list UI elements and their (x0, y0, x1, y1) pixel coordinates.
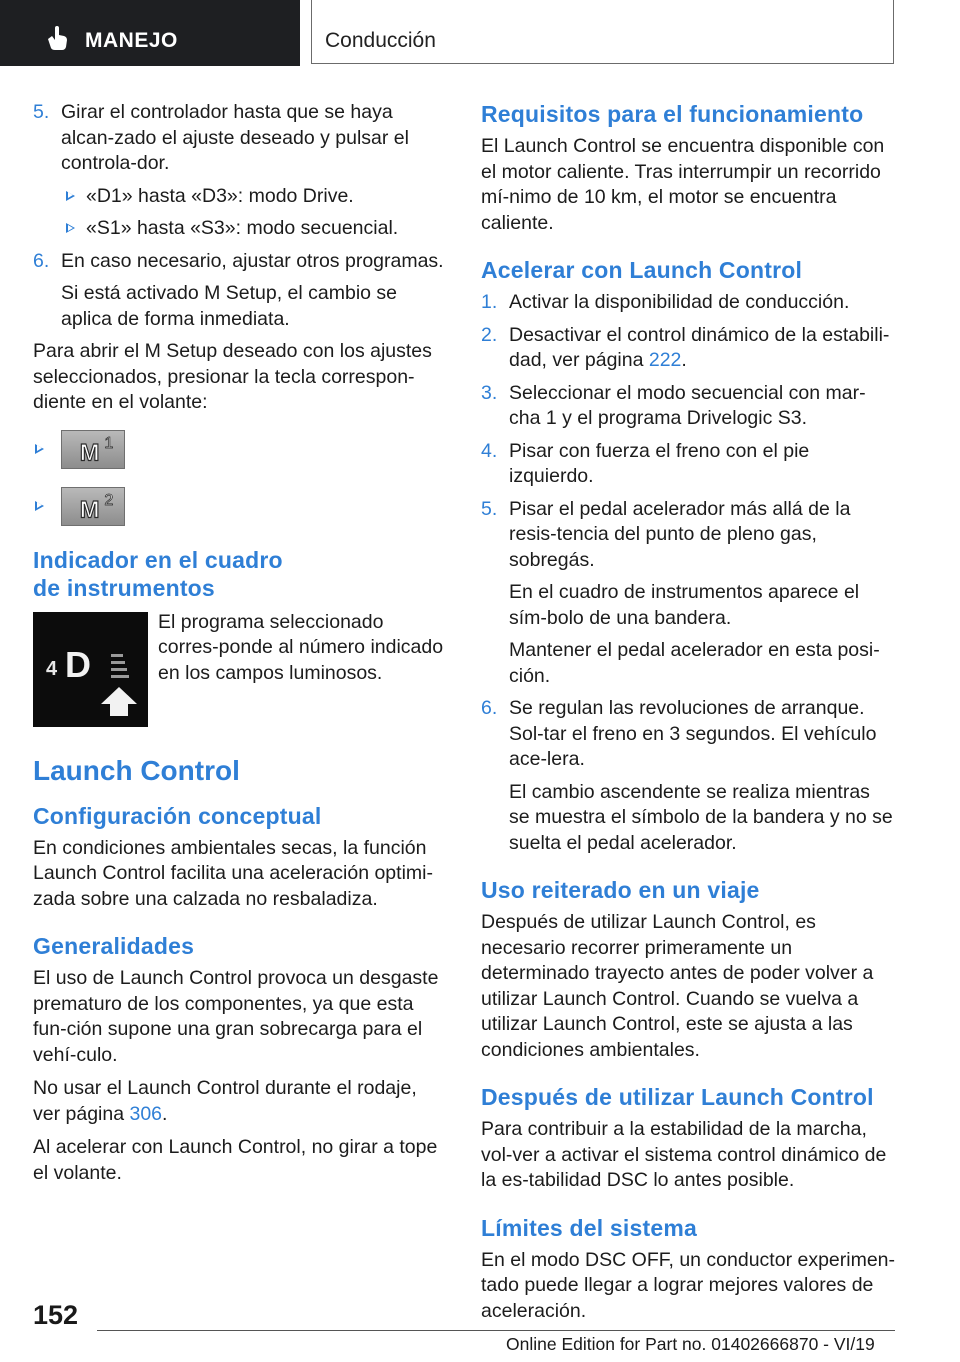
triangle-bullet-icon (66, 223, 75, 233)
m-letter: M (79, 496, 100, 523)
bullet-text: «D1» hasta «D3»: modo Drive. (86, 184, 354, 207)
list-text: Pisar con fuerza el freno con el pie izquierdo. (509, 439, 810, 487)
requirements-text: El Launch Control se encuentra disponible con el motor caliente. Tras interrumpir un recorrido mí-nimo de 10 km, el motor se encuentra caliente. (481, 135, 885, 234)
m-letter: M (79, 439, 100, 466)
paragraph-text: No usar el Launch Control durante el rodaje, ver página (33, 1077, 417, 1125)
hand-icon (44, 25, 70, 51)
m-number: 2 (104, 490, 114, 509)
step-4 (481, 439, 895, 490)
m1-bullet (33, 430, 445, 471)
page-number: 152 (33, 1300, 79, 1330)
accelerate-heading: Acelerar con Launch Control (481, 257, 803, 283)
requirements-heading: Requisitos para el funcionamiento (481, 101, 864, 127)
step-5 (481, 497, 895, 690)
page-link-306[interactable]: 306 (129, 1102, 163, 1125)
msetup-paragraph: Para abrir el M Setup deseado con los ajustes seleccionados, presionar la tecla correspon-diente en el volante: (33, 340, 432, 413)
m-number: 1 (104, 433, 114, 452)
triangle-bullet-icon (35, 501, 44, 511)
general-paragraph-3: Al acelerar con Launch Control, no girar a tope el volante. (33, 1136, 438, 1184)
bullet-item (33, 184, 445, 210)
list-text: Pisar el pedal acelerador más allá de la resis-tencia del punto de pleno gas, sobregás. (509, 497, 851, 571)
triangle-bullet-icon (66, 191, 75, 201)
paragraph-text: . (162, 1102, 168, 1125)
concept-text: En condiciones ambientales secas, la función Launch Control facilita una aceleración optimi-zada sobre una calzada no resbaladiza. (33, 836, 433, 910)
section-label: MANEJO (85, 29, 178, 52)
list-text: . (681, 349, 687, 371)
list-subtext: Si está activado M Setup, el cambio se aplica de forma inmediata. (61, 282, 398, 330)
list-number: 6. (481, 697, 498, 719)
general-heading: Generalidades (33, 933, 195, 959)
list-item-5 (33, 100, 445, 177)
list-item-6 (33, 249, 445, 333)
concept-heading: Configuración conceptual (33, 802, 322, 829)
list-subtext: El cambio ascendente se realiza mientras se muestra el símbolo de la bandera y no se suelta el pedal acelerador. (509, 780, 893, 854)
launch-control-heading: Launch Control (33, 754, 240, 786)
bullet-item (33, 216, 445, 242)
repeat-text: Después de utilizar Launch Control, es necesario recorrer primeramente un determinado trayecto antes de poder volver a utilizar Launch Control. Cuando se vuelva a utilizar Launch Control, este se ajusta a las condiciones ambientales. (481, 911, 874, 1061)
chapter-title: Conducción (325, 29, 436, 52)
m2-bullet (33, 487, 445, 528)
list-text: Seleccionar el modo secuencial con mar-cha 1 y el programa Drivelogic S3. (509, 381, 866, 429)
list-number: 3. (481, 381, 498, 404)
list-number: 2. (481, 323, 498, 346)
bullet-text: «S1» hasta «S3»: modo secuencial. (86, 217, 399, 239)
edition-note: Online Edition for Part no. 01402666870 - VI/19 (506, 1334, 875, 1354)
triangle-bullet-icon (35, 444, 44, 454)
list-subtext: En el cuadro de instrumentos aparece el sím-bolo de una bandera. (509, 581, 860, 629)
list-text: Girar el controlador hasta que se haya alcan-zado el ajuste deseado y pulsar el controla-dor. (61, 101, 409, 174)
limits-heading: Límites del sistema (481, 1214, 697, 1241)
list-number: 1. (481, 291, 498, 313)
page-link-222[interactable]: 222 (648, 349, 682, 371)
list-number: 6. (33, 249, 50, 272)
m2-button-icon (61, 487, 125, 526)
gear-indicator-image (33, 612, 148, 727)
general-paragraph-1: El uso de Launch Control provoca un desgaste prematuro de los componentes, ya que esta fun-ción supone una gran sobrecarga para el vehí-culo. (33, 967, 439, 1066)
list-text: En caso necesario, ajustar otros programas. (61, 249, 444, 272)
step-6 (481, 696, 895, 856)
indicator-text: El programa seleccionado corres-ponde al número indicado en los campos luminosos. (158, 610, 444, 684)
indicator-number: 4 (46, 657, 58, 680)
after-text: Para contribuir a la estabilidad de la marcha, vol-ver a activar el sistema control dinámico de la es-tabilidad DSC lo antes posible. (481, 1118, 887, 1191)
list-text: Desactivar el control dinámico de la estabili-dad, ver página (509, 323, 890, 371)
section-tab (0, 0, 300, 66)
step-1 (481, 290, 895, 316)
list-number: 4. (481, 439, 498, 462)
indicator-letter: D (65, 643, 91, 685)
repeat-heading: Uso reiterado en un viaje (481, 877, 760, 903)
step-2 (481, 323, 895, 374)
list-subtext: Mantener el pedal acelerador en esta posi-ción. (509, 639, 880, 687)
indicator-heading: Indicador en el cuadro de instrumentos (33, 546, 283, 601)
left-column (33, 100, 445, 1194)
list-text: Activar la disponibilidad de conducción. (509, 291, 850, 313)
list-text: Se regulan las revoluciones de arranque. Sol-tar el freno en 3 segundos. El vehículo ace-lera. (509, 697, 877, 770)
m1-button-icon (61, 430, 125, 469)
limits-text: En el modo DSC OFF, un conductor experimen-tado puede llegar a lograr mejores valores de aceleración. (481, 1248, 896, 1322)
after-heading: Después de utilizar Launch Control (481, 1084, 874, 1110)
general-paragraph-2 (33, 1076, 445, 1127)
step-3 (481, 381, 895, 432)
list-number: 5. (33, 101, 50, 123)
indicator-block (33, 612, 445, 730)
list-number: 5. (481, 497, 498, 520)
footer-divider (97, 1330, 895, 1331)
right-column (481, 100, 895, 1332)
